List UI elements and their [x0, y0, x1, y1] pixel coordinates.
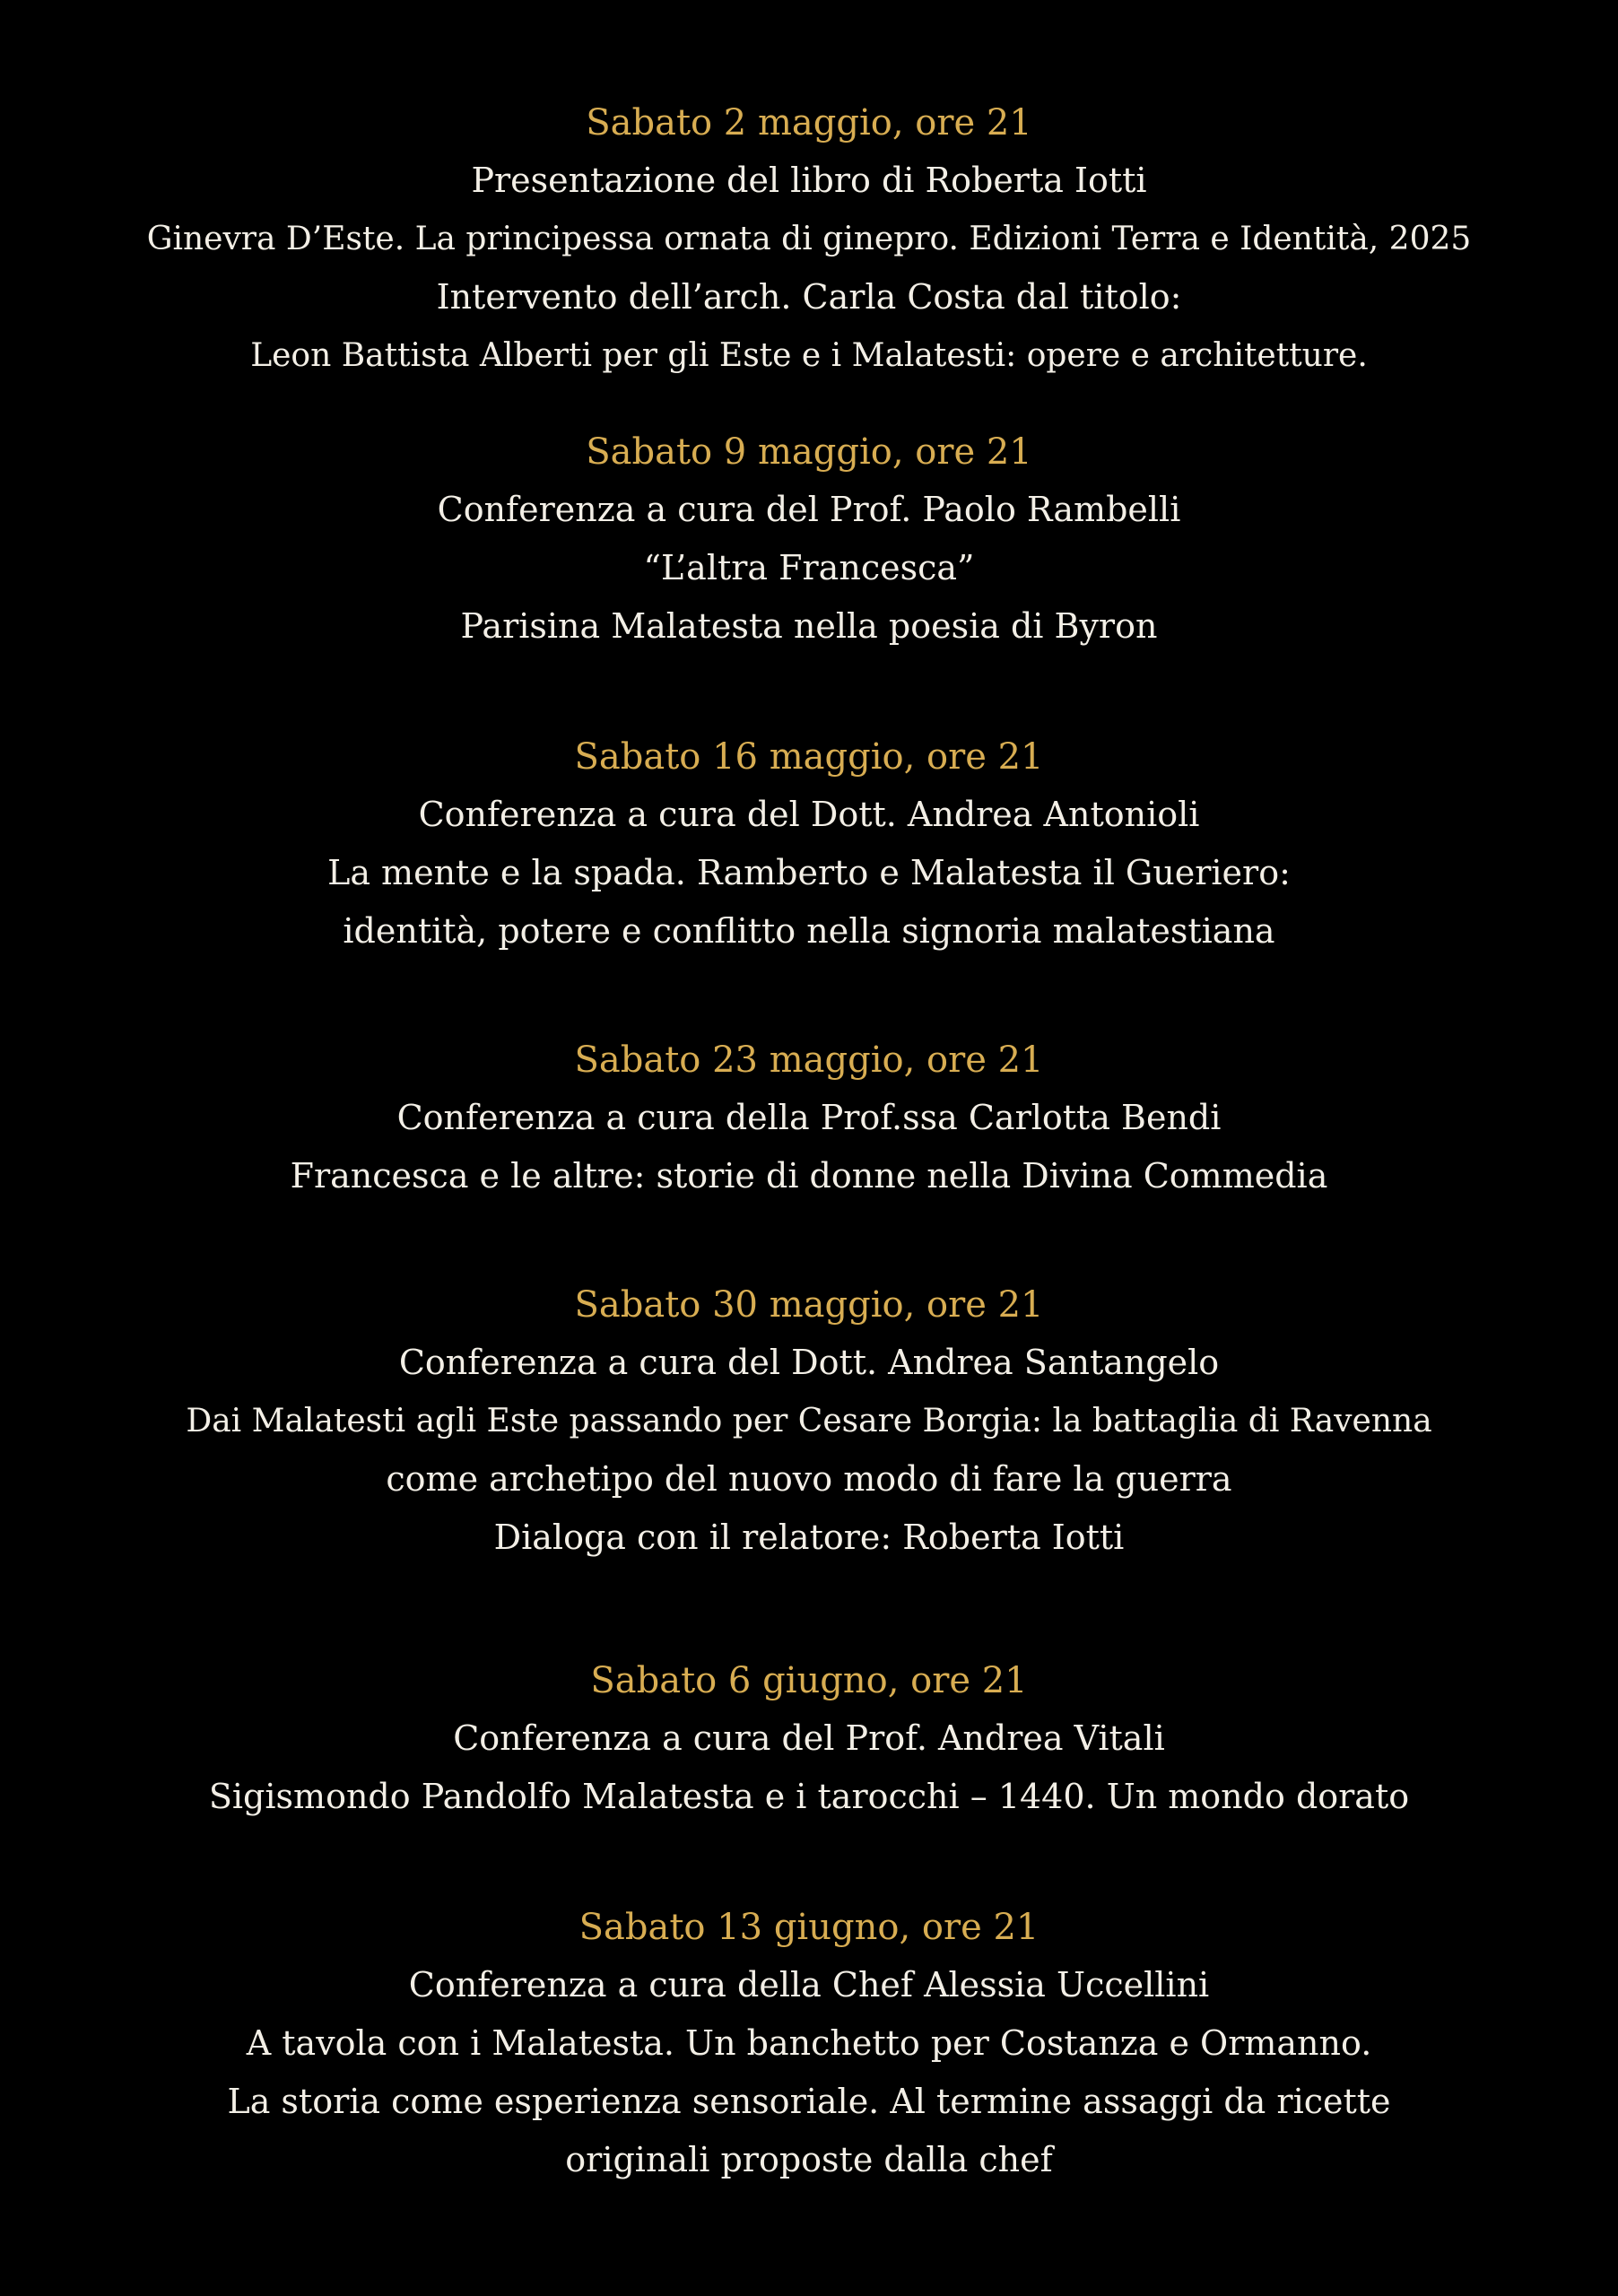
event-line: Conferenza a cura del Dott. Andrea Santangelo — [398, 1343, 1220, 1382]
event-block — [0, 1276, 1618, 1567]
event-line: originali proposte dalla chef — [565, 2140, 1053, 2179]
event-line: Leon Battista Alberti per gli Este e i Malatesti: opere e architetture. — [250, 337, 1368, 374]
event-block — [0, 94, 1618, 385]
event-line: Sigismondo Pandolfo Malatesta e i tarocchi – 1440. Un mondo dorato — [208, 1777, 1410, 1816]
event-date: Sabato 6 giugno, ore 21 — [590, 1660, 1028, 1701]
event-date: Sabato 13 giugno, ore 21 — [578, 1907, 1040, 1948]
event-line: come archetipo del nuovo modo di fare la guerra — [386, 1459, 1232, 1499]
event-line: Presentazione del libro di Roberta Iotti — [471, 161, 1147, 200]
event-date: Sabato 2 maggio, ore 21 — [586, 102, 1032, 144]
event-line: Dialoga con il relatore: Roberta Iotti — [493, 1518, 1125, 1557]
event-line: Dai Malatesti agli Este passando per Cesare Borgia: la battaglia di Ravenna — [186, 1403, 1432, 1439]
event-line: Intervento dell’arch. Carla Costa dal titolo: — [436, 277, 1182, 317]
event-line: Conferenza a cura del Prof. Paolo Rambelli — [437, 490, 1181, 529]
event-block — [0, 423, 1618, 656]
event-block — [0, 1031, 1618, 1205]
event-line: identità, potere e conflitto nella signoria malatestiana — [343, 911, 1275, 951]
event-line: La mente e la spada. Ramberto e Malatesta il Gueriero: — [327, 853, 1291, 892]
event-block — [0, 1652, 1618, 1826]
event-line: Conferenza a cura del Dott. Andrea Antonioli — [418, 795, 1200, 834]
event-block — [0, 728, 1618, 961]
event-line: Conferenza a cura della Prof.ssa Carlotta Bendi — [396, 1098, 1222, 1137]
event-date: Sabato 30 maggio, ore 21 — [574, 1284, 1044, 1326]
event-line: Francesca e le altre: storie di donne nella Divina Commedia — [290, 1156, 1328, 1196]
event-line: Conferenza a cura della Chef Alessia Uccellini — [408, 1965, 1210, 2005]
event-line: Conferenza a cura del Prof. Andrea Vitali — [453, 1718, 1165, 1758]
event-date: Sabato 9 maggio, ore 21 — [586, 431, 1032, 473]
event-date: Sabato 16 maggio, ore 21 — [574, 736, 1044, 778]
event-line: “L’altra Francesca” — [643, 548, 975, 587]
event-date: Sabato 23 maggio, ore 21 — [574, 1039, 1044, 1081]
event-line: La storia come esperienza sensoriale. Al termine assaggi da ricette — [227, 2082, 1391, 2121]
event-line: A tavola con i Malatesta. Un banchetto per Costanza e Ormanno. — [246, 2023, 1372, 2063]
event-block — [0, 1899, 1618, 2189]
event-line: Parisina Malatesta nella poesia di Byron — [460, 606, 1158, 646]
event-line: Ginevra D’Este. La principessa ornata di ginepro. Edizioni Terra e Identità, 2025 — [146, 221, 1472, 257]
